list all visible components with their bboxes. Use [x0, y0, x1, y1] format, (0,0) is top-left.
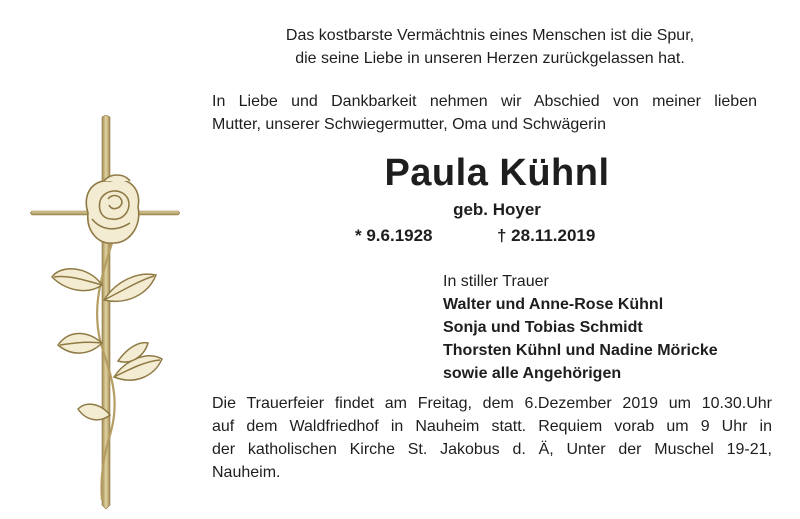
mourner-name: Thorsten Kühnl und Nadine Möricke — [443, 342, 718, 359]
service-line-2: auf dem Waldfriedhof in Nauheim statt. Requiem vorab um 9 Uhr in — [212, 418, 772, 435]
service-line-4: Nauheim. — [212, 464, 281, 481]
death-date: † 28.11.2019 — [497, 226, 596, 245]
birth-date: * 9.6.1928 — [355, 226, 433, 245]
quote-line-1: Das kostbarste Vermächtnis eines Menschen ist die Spur, — [285, 27, 695, 44]
service-line-1: Die Trauerfeier findet am Freitag, dem 6.Dezember 2019 um 10.30.Uhr — [212, 395, 772, 412]
quote-line-2: die seine Liebe in unseren Herzen zurückgelassen hat. — [295, 50, 685, 67]
maiden-name: geb. Hoyer — [453, 200, 541, 219]
mourners-heading: In stiller Trauer — [443, 273, 549, 290]
mourners-block — [443, 270, 718, 385]
mourner-name: Sonja und Tobias Schmidt — [443, 319, 643, 336]
intro-line-2: Mutter, unserer Schwiegermutter, Oma und Schwägerin — [212, 116, 606, 133]
memorial-quote — [250, 24, 730, 70]
mourner-name: sowie alle Angehörigen — [443, 365, 622, 382]
deceased-name: Paula Kühnl — [384, 152, 610, 194]
service-line-3: der katholischen Kirche St. Jakobus d. Ä, Unter der Muschel 19-21, — [212, 441, 772, 458]
service-info — [212, 392, 772, 484]
mourner-name: Walter und Anne-Rose Kühnl — [443, 296, 664, 313]
intro-line-1: In Liebe und Dankbarkeit nehmen wir Abschied von meiner lieben — [212, 93, 757, 110]
intro-text — [212, 90, 757, 136]
cross-with-rose-icon — [30, 115, 180, 510]
